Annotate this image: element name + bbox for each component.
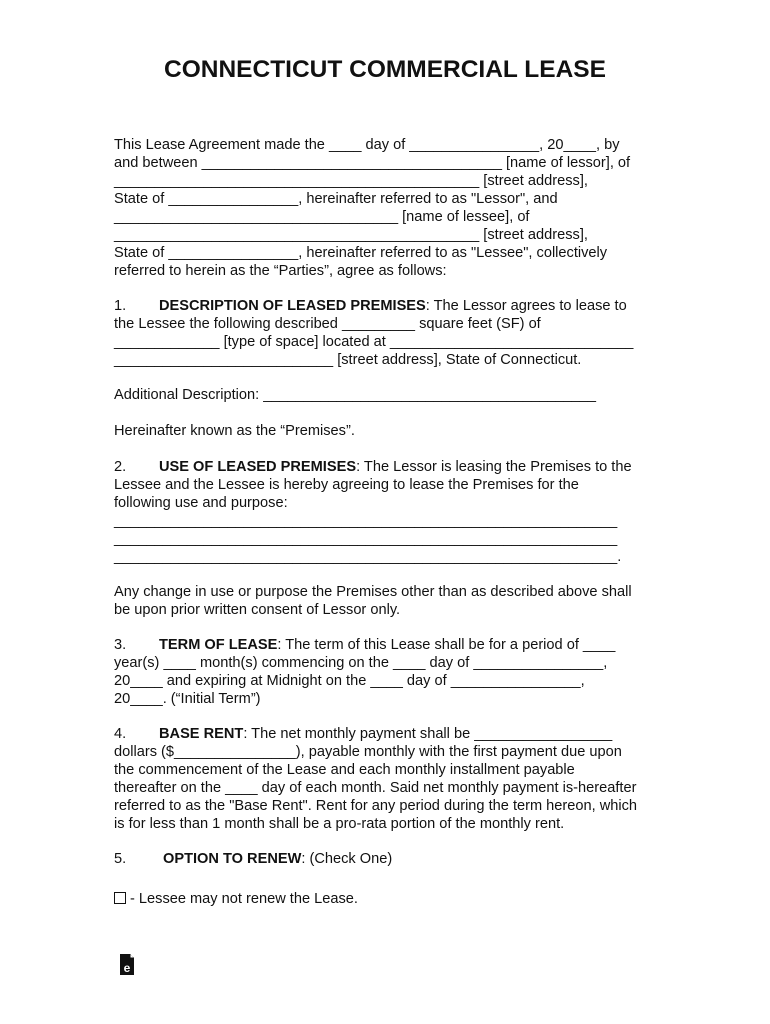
no-renew-checkbox[interactable] (114, 892, 126, 904)
section-heading: USE OF LEASED PREMISES (159, 459, 357, 475)
section-4-heading-line (114, 725, 612, 743)
section-3-line: 20____ and expiring at Midnight on the ____ day of ________________, (114, 673, 585, 689)
intro-line: State of ________________, hereinafter referred to as "Lessee", collectively (114, 245, 608, 261)
svg-text:e: e (123, 961, 131, 975)
section-text: : (Check One) (301, 851, 393, 867)
additional-description-line: Additional Description: _________________________________________ (114, 387, 597, 403)
section-2-blank-line: ______________________________________________________________ (114, 531, 618, 547)
section-heading: OPTION TO RENEW (163, 851, 302, 867)
section-number: 2. (114, 459, 127, 475)
section-1-heading-line (114, 297, 627, 315)
section-2-line: Lessee and the Lessee is hereby agreeing to lease the Premises for the (114, 477, 579, 493)
section-4-line: dollars ($_______________), payable monthly with the first payment due upon (114, 744, 622, 760)
section-4-line: the commencement of the Lease and each monthly installment payable (114, 762, 575, 778)
intro-line: This Lease Agreement made the ____ day of ________________, 20____, by (114, 137, 620, 153)
premises-definition: Hereinafter known as the “Premises”. (114, 423, 355, 439)
section-3-heading-line (114, 636, 615, 654)
section-1-line: _____________ [type of space] located at ______________________________ (114, 334, 634, 350)
section-heading: TERM OF LEASE (159, 637, 278, 653)
section-1-line: ___________________________ [street address], State of Connecticut. (114, 352, 582, 368)
option-no-renew (114, 890, 358, 908)
section-3-line: year(s) ____ month(s) commencing on the ____ day of ________________, (114, 655, 608, 671)
section-text: : The Lessor agrees to lease to (425, 298, 627, 314)
section-4-line: referred to as the "Base Rent". Rent for any period during the term hereon, which (114, 798, 638, 814)
section-text: : The term of this Lease shall be for a period of ____ (277, 637, 616, 653)
section-2-heading-line (114, 458, 632, 476)
section-3-line: 20____. (“Initial Term”) (114, 691, 261, 707)
section-number: 5. (114, 851, 127, 867)
section-text: : The net monthly payment shall be _________________ (243, 726, 613, 742)
section-heading: DESCRIPTION OF LEASED PREMISES (159, 298, 426, 314)
intro-line: _____________________________________________ [street address], (114, 227, 588, 243)
section-text: : The Lessor is leasing the Premises to the (356, 459, 632, 475)
section-heading: BASE RENT (159, 726, 244, 742)
change-use-line: Any change in use or purpose the Premises other than as described above shall (114, 584, 632, 600)
option-label: - Lessee may not renew the Lease. (130, 891, 358, 907)
eforms-logo-icon (118, 953, 136, 977)
section-number: 1. (114, 298, 127, 314)
section-2-line: following use and purpose: (114, 495, 288, 511)
section-2-blank-line: ______________________________________________________________ (114, 513, 618, 529)
document-title: CONNECTICUT COMMERCIAL LEASE (164, 56, 606, 83)
intro-line: and between _____________________________________ [name of lessor], of (114, 155, 631, 171)
section-2-blank-line: ______________________________________________________________. (114, 549, 622, 565)
section-number: 4. (114, 726, 127, 742)
section-4-line: thereafter on the ____ day of each month. Said net monthly payment is-hereafter (114, 780, 637, 796)
intro-line: ___________________________________ [name of lessee], of (114, 209, 530, 225)
section-4-line: is for less than 1 month shall be a pro-rata portion of the monthly rent. (114, 816, 565, 832)
section-5-heading-line (114, 850, 392, 868)
intro-line: _____________________________________________ [street address], (114, 173, 588, 189)
change-use-line: be upon prior written consent of Lessor only. (114, 602, 401, 618)
section-number: 3. (114, 637, 127, 653)
section-1-line: the Lessee the following described _________ square feet (SF) of (114, 316, 541, 332)
intro-line: referred to herein as the “Parties”, agree as follows: (114, 263, 447, 279)
intro-line: State of ________________, hereinafter referred to as "Lessor", and (114, 191, 558, 207)
